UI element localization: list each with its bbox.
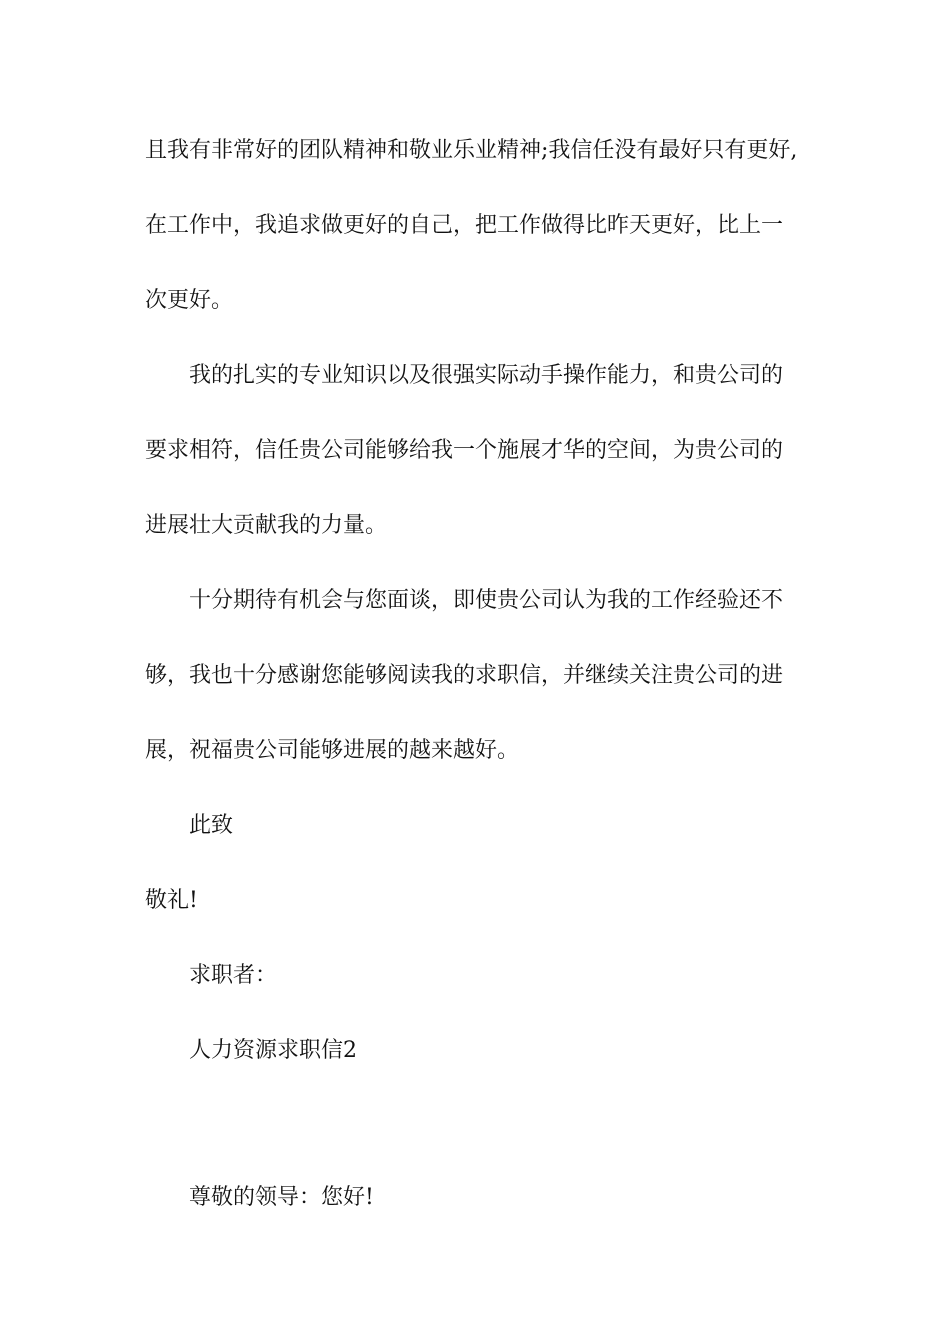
paragraph-line: 且我有非常好的团队精神和敬业乐业精神;我信任没有最好只有更好, bbox=[145, 138, 798, 163]
paragraph-line: 要求相符，信任贵公司能够给我一个施展才华的空间，为贵公司的 bbox=[145, 438, 784, 463]
paragraph-line: 十分期待有机会与您面谈，即使贵公司认为我的工作经验还不 bbox=[189, 588, 784, 613]
paragraph-line: 进展壮大贡献我的力量。 bbox=[145, 513, 388, 538]
greeting-line: 尊敬的领导：您好! bbox=[189, 1185, 374, 1210]
paragraph-line: 次更好。 bbox=[145, 288, 234, 313]
paragraph-line: 在工作中，我追求做更好的自己，把工作做得比昨天更好，比上一 bbox=[145, 213, 784, 238]
section-title: 人力资源求职信2 bbox=[189, 1038, 357, 1063]
closing-line: 此致 bbox=[189, 813, 234, 838]
paragraph-line: 我的扎实的专业知识以及很强实际动手操作能力，和贵公司的 bbox=[189, 363, 784, 388]
signature-line: 求职者： bbox=[189, 963, 278, 988]
paragraph-line: 展，祝福贵公司能够进展的越来越好。 bbox=[145, 738, 520, 763]
salutation-line: 敬礼! bbox=[145, 888, 198, 913]
paragraph-line: 够，我也十分感谢您能够阅读我的求职信，并继续关注贵公司的进 bbox=[145, 663, 784, 688]
